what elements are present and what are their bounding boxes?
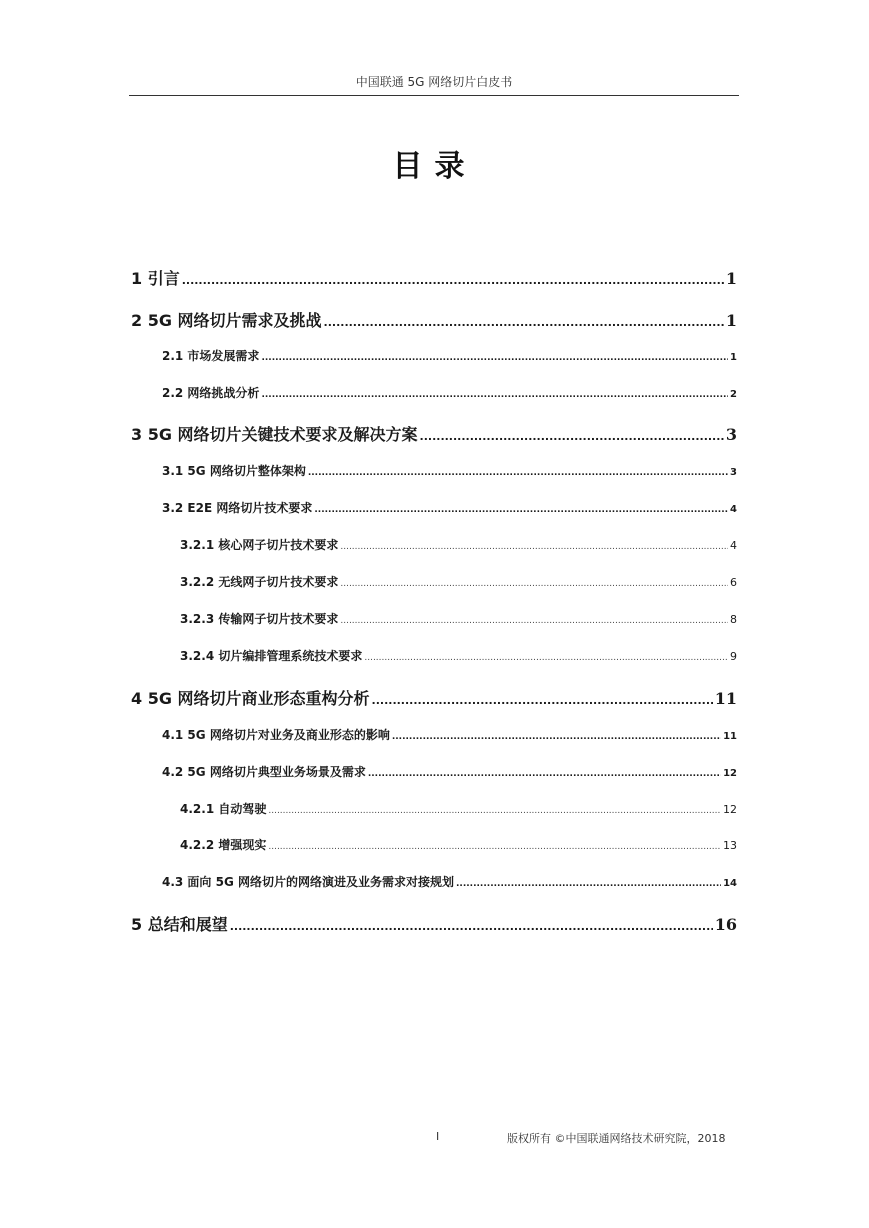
toc-entry[interactable]: [180, 647, 737, 664]
toc-leader-dots: [314, 505, 728, 515]
toc-entry-label: 4.2.2 增强现实: [180, 838, 267, 852]
toc-entry[interactable]: [162, 726, 737, 743]
toc-entry-page: 3: [730, 467, 737, 478]
footer-copyright: 版权所有 ©中国联通网络技术研究院，2018: [507, 1132, 726, 1145]
toc-leader-dots: [261, 353, 728, 363]
toc-entry[interactable]: [180, 536, 737, 553]
toc-entry[interactable]: [131, 266, 737, 289]
running-header: 中国联通 5G 网络切片白皮书: [355, 75, 513, 89]
toc-entry-label: 3.2.3 传输网子切片技术要求: [180, 612, 339, 626]
toc-entry-label: 1 引言: [131, 269, 180, 288]
toc-entry-label: 4.2 5G 网络切片典型业务场景及需求: [162, 765, 366, 779]
toc-entry-page: 4: [730, 504, 737, 515]
toc-entry-label: 4.1 5G 网络切片对业务及商业形态的影响: [162, 728, 390, 742]
toc-leader-dots: [368, 769, 721, 779]
toc-entry-page: 13: [723, 839, 737, 852]
toc-entry[interactable]: [162, 763, 737, 780]
toc-entry-page: 1: [725, 269, 737, 288]
toc-leader-dots: [308, 468, 728, 478]
toc-leader-dots: [182, 274, 724, 287]
toc-entry[interactable]: [180, 573, 737, 590]
toc-entry[interactable]: [131, 686, 737, 709]
toc-entry-label: 3.1 5G 网络切片整体架构: [162, 464, 306, 478]
toc-entry-label: 3.2.1 核心网子切片技术要求: [180, 538, 339, 552]
toc-leader-dots: [364, 653, 728, 663]
toc-entry-label: 4 5G 网络切片商业形态重构分析: [131, 689, 370, 708]
toc-entry-page: 16: [714, 915, 737, 934]
toc-entry-label: 3.2.4 切片编排管理系统技术要求: [180, 649, 363, 663]
toc-leader-dots: [392, 732, 721, 742]
toc-entry-label: 3.2.2 无线网子切片技术要求: [180, 575, 339, 589]
toc-leader-dots: [261, 390, 728, 400]
toc-leader-dots: [324, 316, 724, 329]
toc-entry-label: 2 5G 网络切片需求及挑战: [131, 311, 322, 330]
footer-page-number: I: [436, 1130, 440, 1143]
toc-entry-page: 6: [730, 576, 737, 589]
toc-entry-label: 5 总结和展望: [131, 915, 228, 934]
toc-entry-page: 14: [723, 878, 737, 889]
toc-entry[interactable]: [162, 873, 737, 890]
toc-entry[interactable]: [131, 912, 737, 935]
toc-leader-dots: [340, 542, 728, 552]
toc-leader-dots: [268, 842, 721, 852]
toc-entry-page: 12: [723, 803, 737, 816]
toc-entry-label: 2.2 网络挑战分析: [162, 386, 260, 400]
toc-entry-page: 1: [730, 352, 737, 363]
toc-leader-dots: [340, 579, 728, 589]
toc-entry-page: 3: [725, 425, 737, 444]
page-title: 目录: [392, 149, 477, 184]
toc-entry[interactable]: [162, 499, 737, 516]
toc-entry-page: 11: [714, 689, 737, 708]
toc-entry[interactable]: [180, 610, 737, 627]
toc-entry-page: 2: [730, 389, 737, 400]
toc-entry[interactable]: [162, 347, 737, 364]
toc-entry[interactable]: [162, 462, 737, 479]
toc-leader-dots: [456, 879, 721, 889]
toc-entry-page: 9: [730, 650, 737, 663]
toc-entry[interactable]: [180, 836, 737, 853]
toc-entry[interactable]: [162, 384, 737, 401]
toc-entry-label: 3 5G 网络切片关键技术要求及解决方案: [131, 425, 418, 444]
toc-leader-dots: [420, 430, 724, 443]
toc-entry-label: 4.3 面向 5G 网络切片的网络演进及业务需求对接规划: [162, 875, 454, 889]
toc-entry-page: 11: [723, 731, 737, 742]
toc-leader-dots: [372, 694, 713, 707]
toc-entry-label: 4.2.1 自动驾驶: [180, 802, 267, 816]
toc-entry-label: 2.1 市场发展需求: [162, 349, 260, 363]
toc-entry-page: 4: [730, 539, 737, 552]
toc-entry[interactable]: [131, 308, 737, 331]
toc-leader-dots: [268, 806, 721, 816]
toc-entry-label: 3.2 E2E 网络切片技术要求: [162, 501, 313, 515]
toc-entry-page: 1: [725, 311, 737, 330]
toc-entry[interactable]: [131, 422, 737, 445]
toc-entry-page: 12: [723, 768, 737, 779]
toc-leader-dots: [340, 616, 728, 626]
toc-entry-page: 8: [730, 613, 737, 626]
toc-entry[interactable]: [180, 800, 737, 817]
toc-leader-dots: [230, 920, 713, 933]
